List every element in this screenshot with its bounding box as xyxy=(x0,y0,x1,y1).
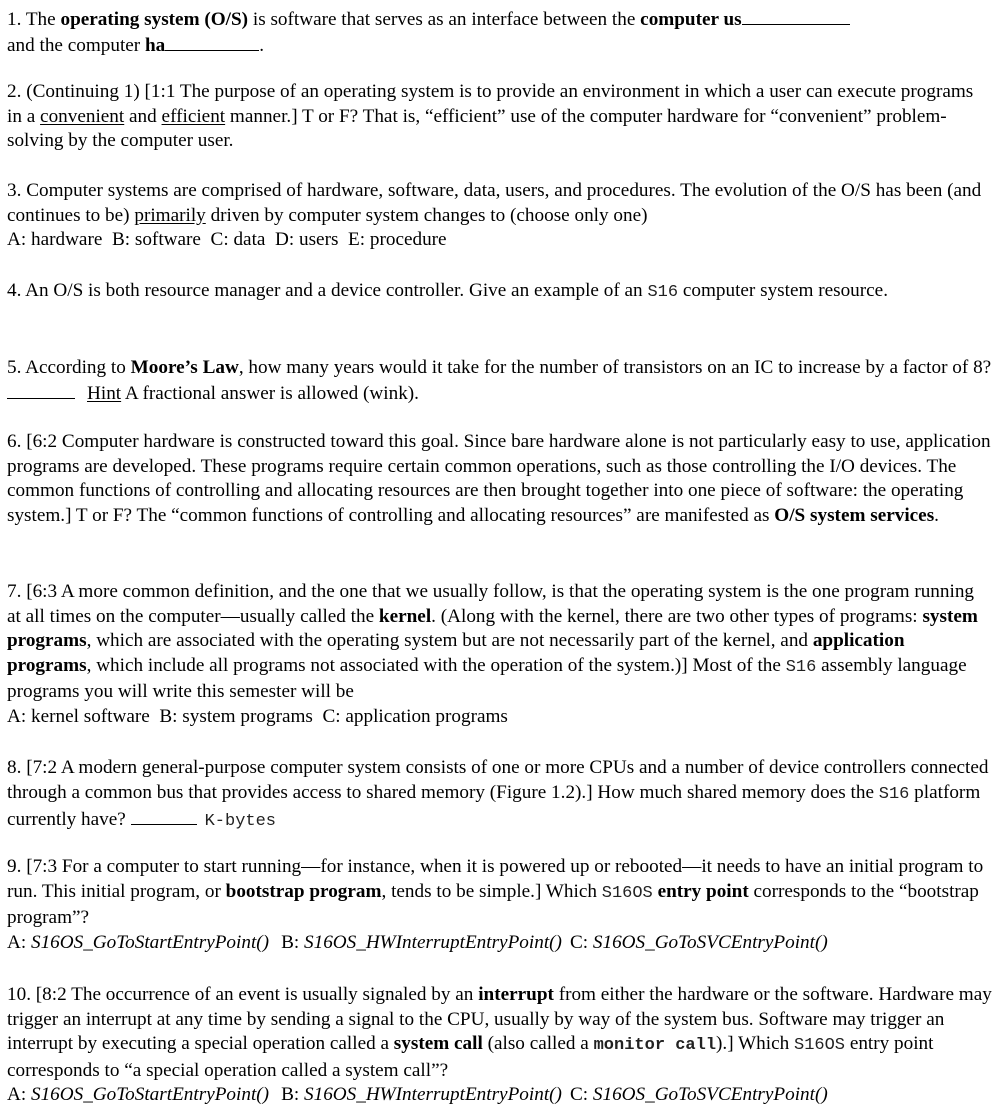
q10-text-mid1: from either the hardware or the software. Hardware may trigger an interrupt at any time by sending a signal to the CPU, usually by way of the system bus. Software may trigger an interrupt by executing a special operation called a xyxy=(7,984,992,1055)
q7-text-mid3: , which include all programs not associated with the operation of the system.)] Most of the xyxy=(86,654,786,676)
q3-text: 3. Computer systems are comprised of hardware, software, data, users, and procedures. The evolution of the O/S has been (and continues to be) xyxy=(7,180,982,226)
q5-text-post: A fractional answer is allowed (wink). xyxy=(121,382,419,404)
q1-term-os: operating system (O/S) xyxy=(60,9,249,30)
q7-term-application-programs: application programs xyxy=(7,630,905,676)
q9-choice-c: S16OS_GoToSVCEntryPoint() xyxy=(592,931,828,953)
q2-underline-convenient: convenient xyxy=(40,105,125,127)
q7-text-mid1: . (Along with the kernel, there are two other types of programs: xyxy=(431,605,923,627)
q8-code-s16: S16 xyxy=(878,784,910,804)
answer-blank[interactable] xyxy=(165,33,259,51)
q2-text-post: manner.] T or F? That is, “efficient” use of the computer hardware for “convenient” problem-solving by the computer user. xyxy=(7,105,947,152)
question-4 xyxy=(7,279,992,306)
question-9 xyxy=(7,855,992,955)
q10-choice-a: S16OS_GoToStartEntryPoint() xyxy=(30,1084,270,1106)
q5-hint-link[interactable]: Hint xyxy=(87,382,122,404)
q1-text-mid: is software that serves as an interface between the xyxy=(248,9,641,30)
q5-term-moores-law: Moore’s Law xyxy=(130,357,239,378)
q9-text-mid: , tends to be simple.] Which xyxy=(381,880,602,902)
q9-text: 9. [7:3 For a computer to start running—for instance, when it is powered up or rebooted—it needs to have an initial program to run. This initial program, or xyxy=(7,856,984,902)
q9-term-bootstrap: bootstrap program xyxy=(225,880,382,902)
q1-term-hardware: ha xyxy=(145,34,166,56)
question-1 xyxy=(7,7,992,58)
q2-underline-efficient: efficient xyxy=(161,105,226,127)
q3-underline-primarily: primarily xyxy=(134,204,206,226)
q9-choice-b: S16OS_HWInterruptEntryPoint() xyxy=(304,931,562,953)
q10-text-mid2: (also called a xyxy=(482,1033,594,1055)
q6-period: . xyxy=(934,504,939,526)
q10-code-s16os: S16OS xyxy=(794,1036,846,1056)
q4-code-s16: S16 xyxy=(647,283,679,302)
question-5 xyxy=(7,356,992,406)
q2-text: 2. (Continuing 1) [1:1 The purpose of an operating system is to provide an environment in which a user can execute programs in a xyxy=(7,81,974,127)
question-10 xyxy=(7,983,992,1108)
question-8 xyxy=(7,756,992,835)
q10-text: 10. [8:2 The occurrence of an event is usually signaled by an xyxy=(7,984,479,1005)
answer-blank[interactable] xyxy=(742,7,850,25)
q6-text: 6. [6:2 Computer hardware is constructed toward this goal. Since bare hardware alone is not particularly easy to use, application programs are developed. These programs require certain common operations, such as those controlling the I/O devices. The common functions of controlling and allocating resources are then brought together into one piece of software: the operating system.] T or F? The “common functions of controlling and allocating resources” are manifested as xyxy=(7,431,991,526)
q10-choice-a-label: A: xyxy=(7,1084,31,1106)
q2-text-and: and xyxy=(124,105,162,127)
q7-term-system-programs: system programs xyxy=(7,605,978,652)
q7-choices: A: kernel software B: system programs C: application programs xyxy=(7,705,508,727)
q3-text-post: driven by computer system changes to (choose only one) xyxy=(205,204,648,226)
q3-choices: A: hardware B: software C: data D: users E: procedure xyxy=(7,229,447,251)
q9-text-post: corresponds to the “bootstrap program”? xyxy=(7,880,979,929)
q1-text-line2: and the computer xyxy=(7,34,145,56)
question-2 xyxy=(7,80,992,154)
q7-code-s16: S16 xyxy=(785,657,817,677)
q7-text-post: assembly language programs you will write this semester will be xyxy=(7,654,967,703)
q5-text-mid: , how many years would it take for the number of transistors on an IC to increase by a factor of 8? xyxy=(238,357,992,378)
question-7 xyxy=(7,580,992,730)
answer-blank[interactable] xyxy=(7,381,75,399)
q4-text: 4. An O/S is both resource manager and a device controller. Give an example of an xyxy=(7,280,648,301)
question-3 xyxy=(7,179,992,253)
q10-term-system-call: system call xyxy=(393,1033,483,1055)
q10-text-post: entry point corresponds to “a special operation called a system call”? xyxy=(7,1033,934,1081)
q9-choice-c-label: C: xyxy=(569,931,593,953)
q1-period: . xyxy=(259,34,265,56)
q9-code-s16os: S16OS xyxy=(601,883,653,903)
q1-term-user: computer us xyxy=(640,9,742,30)
q9-choice-b-label: B: xyxy=(281,931,304,953)
q7-term-kernel: kernel xyxy=(378,605,432,627)
q9-choice-a-label: A: xyxy=(7,931,31,953)
q5-text: 5. According to xyxy=(7,357,131,378)
q10-text-mid3: ).] Which xyxy=(716,1033,794,1055)
q8-unit-kbytes: K-bytes xyxy=(204,812,277,832)
q6-term-system-services: O/S system services xyxy=(774,504,935,526)
q7-text: 7. [6:3 A more common definition, and the one that we usually follow, is that the operating system is the one program running at all times on the computer—usually called the xyxy=(7,581,975,627)
q10-choice-c: S16OS_GoToSVCEntryPoint() xyxy=(592,1084,828,1106)
answer-blank[interactable] xyxy=(131,807,197,825)
q10-choice-b-label: B: xyxy=(281,1084,304,1106)
q8-text: 8. [7:2 A modern general-purpose computer system consists of one or more CPUs and a number of device controllers connected through a common bus that provides access to shared memory (Figure 1.2).] How much shared memory does the xyxy=(7,757,989,803)
question-6 xyxy=(7,430,992,528)
q10-choice-c-label: C: xyxy=(569,1084,593,1106)
q10-choice-b: S16OS_HWInterruptEntryPoint() xyxy=(304,1084,562,1106)
q1-text: 1. The xyxy=(7,9,61,30)
q10-term-interrupt: interrupt xyxy=(478,984,554,1005)
q7-text-mid2: , which are associated with the operating system but are not necessarily part of the kernel, and xyxy=(86,630,813,652)
q9-choice-a: S16OS_GoToStartEntryPoint() xyxy=(30,931,270,953)
q9-term-entry-point: entry point xyxy=(657,880,749,902)
q4-text-post: computer system resource. xyxy=(678,280,888,301)
q10-term-monitor-call: monitor call xyxy=(593,1036,717,1056)
q8-text-post: platform currently have? xyxy=(7,781,981,831)
